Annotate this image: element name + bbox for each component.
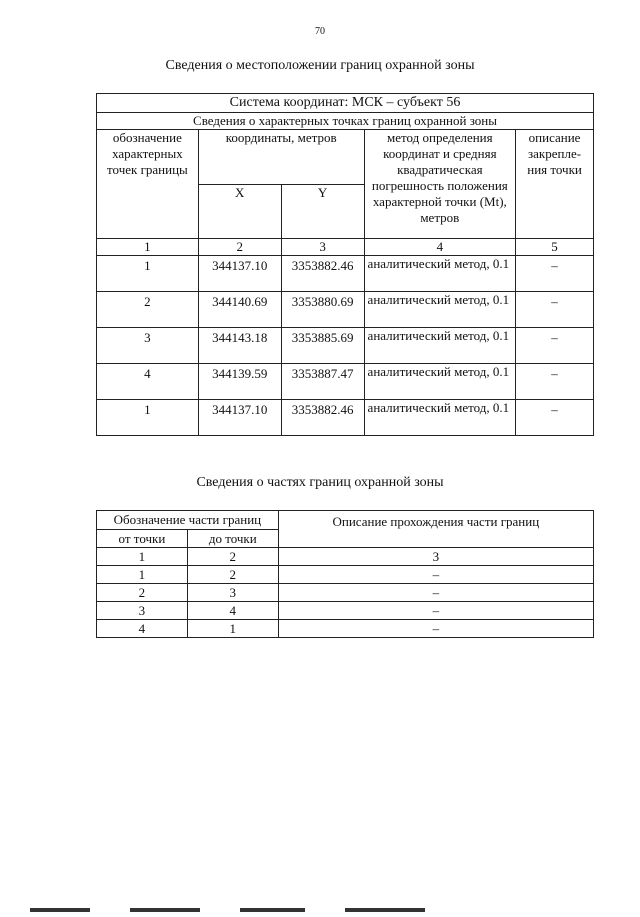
header-point: обозначение характерных точек границы (97, 130, 199, 239)
table-row (97, 328, 594, 364)
to-point: 2 (187, 566, 278, 584)
table-row (97, 364, 594, 400)
table-row (97, 620, 594, 638)
header-from: от точки (97, 529, 188, 548)
to-point: 1 (187, 620, 278, 638)
part-description: – (278, 584, 593, 602)
boundary-parts-table (96, 510, 594, 638)
table-row (97, 566, 594, 584)
footer-mark (345, 908, 425, 912)
footer-scan-artifact (30, 899, 610, 905)
header-x: X (198, 184, 281, 239)
table-row (97, 400, 594, 436)
from-point: 2 (97, 584, 188, 602)
method: аналитический метод, 0.1 (364, 256, 516, 292)
method: аналитический метод, 0.1 (364, 292, 516, 328)
column-number: 1 (97, 239, 199, 256)
heading-boundary-location: Сведения о местоположении границ охранной зоны (165, 58, 475, 73)
header-to: до точки (187, 529, 278, 548)
from-point: 3 (97, 602, 188, 620)
heading-boundary-parts: Сведения о частях границ охранной зоны (196, 475, 444, 490)
from-point: 4 (97, 620, 188, 638)
column-number: 2 (187, 548, 278, 566)
header-y: Y (281, 184, 364, 239)
coord-x: 344140.69 (198, 292, 281, 328)
to-point: 4 (187, 602, 278, 620)
to-point: 3 (187, 584, 278, 602)
point-id: 3 (97, 328, 199, 364)
point-id: 4 (97, 364, 199, 400)
footer-mark (240, 908, 305, 912)
page-number: 70 (315, 26, 325, 37)
point-description: – (516, 328, 594, 364)
point-description: – (516, 292, 594, 328)
point-id: 1 (97, 400, 199, 436)
column-number: 2 (198, 239, 281, 256)
footer-mark (130, 908, 200, 912)
header-part-description: Описание прохождения части границ (278, 511, 593, 548)
coord-x: 344137.10 (198, 256, 281, 292)
part-description: – (278, 602, 593, 620)
header-method: метод определения координат и средняя квадратическая погрешность положения характерной точки (Mt), метров (364, 130, 516, 239)
coord-x: 344143.18 (198, 328, 281, 364)
part-description: – (278, 566, 593, 584)
point-description: – (516, 256, 594, 292)
point-description: – (516, 400, 594, 436)
column-number: 3 (281, 239, 364, 256)
table-row (97, 292, 594, 328)
method: аналитический метод, 0.1 (364, 364, 516, 400)
method: аналитический метод, 0.1 (364, 328, 516, 364)
footer-mark (30, 908, 90, 912)
table-row (97, 584, 594, 602)
point-id: 1 (97, 256, 199, 292)
column-number: 5 (516, 239, 594, 256)
header-part: Обозначение части границ (97, 511, 279, 530)
point-description: – (516, 364, 594, 400)
coord-y: 3353880.69 (281, 292, 364, 328)
method: аналитический метод, 0.1 (364, 400, 516, 436)
column-number: 1 (97, 548, 188, 566)
header-description: описание закрепле-ния точки (516, 130, 594, 239)
coord-y: 3353887.47 (281, 364, 364, 400)
header-coordinates: координаты, метров (198, 130, 364, 185)
point-id: 2 (97, 292, 199, 328)
coord-y: 3353882.46 (281, 256, 364, 292)
part-description: – (278, 620, 593, 638)
table-subtitle: Сведения о характерных точках границ охранной зоны (97, 113, 594, 130)
coord-x: 344137.10 (198, 400, 281, 436)
coordinate-system: Система координат: МСК – субъект 56 (97, 94, 594, 113)
table-row (97, 602, 594, 620)
coord-x: 344139.59 (198, 364, 281, 400)
coord-y: 3353882.46 (281, 400, 364, 436)
table-row (97, 256, 594, 292)
coord-y: 3353885.69 (281, 328, 364, 364)
from-point: 1 (97, 566, 188, 584)
column-number: 3 (278, 548, 593, 566)
boundary-points-table (96, 93, 594, 436)
column-number: 4 (364, 239, 516, 256)
